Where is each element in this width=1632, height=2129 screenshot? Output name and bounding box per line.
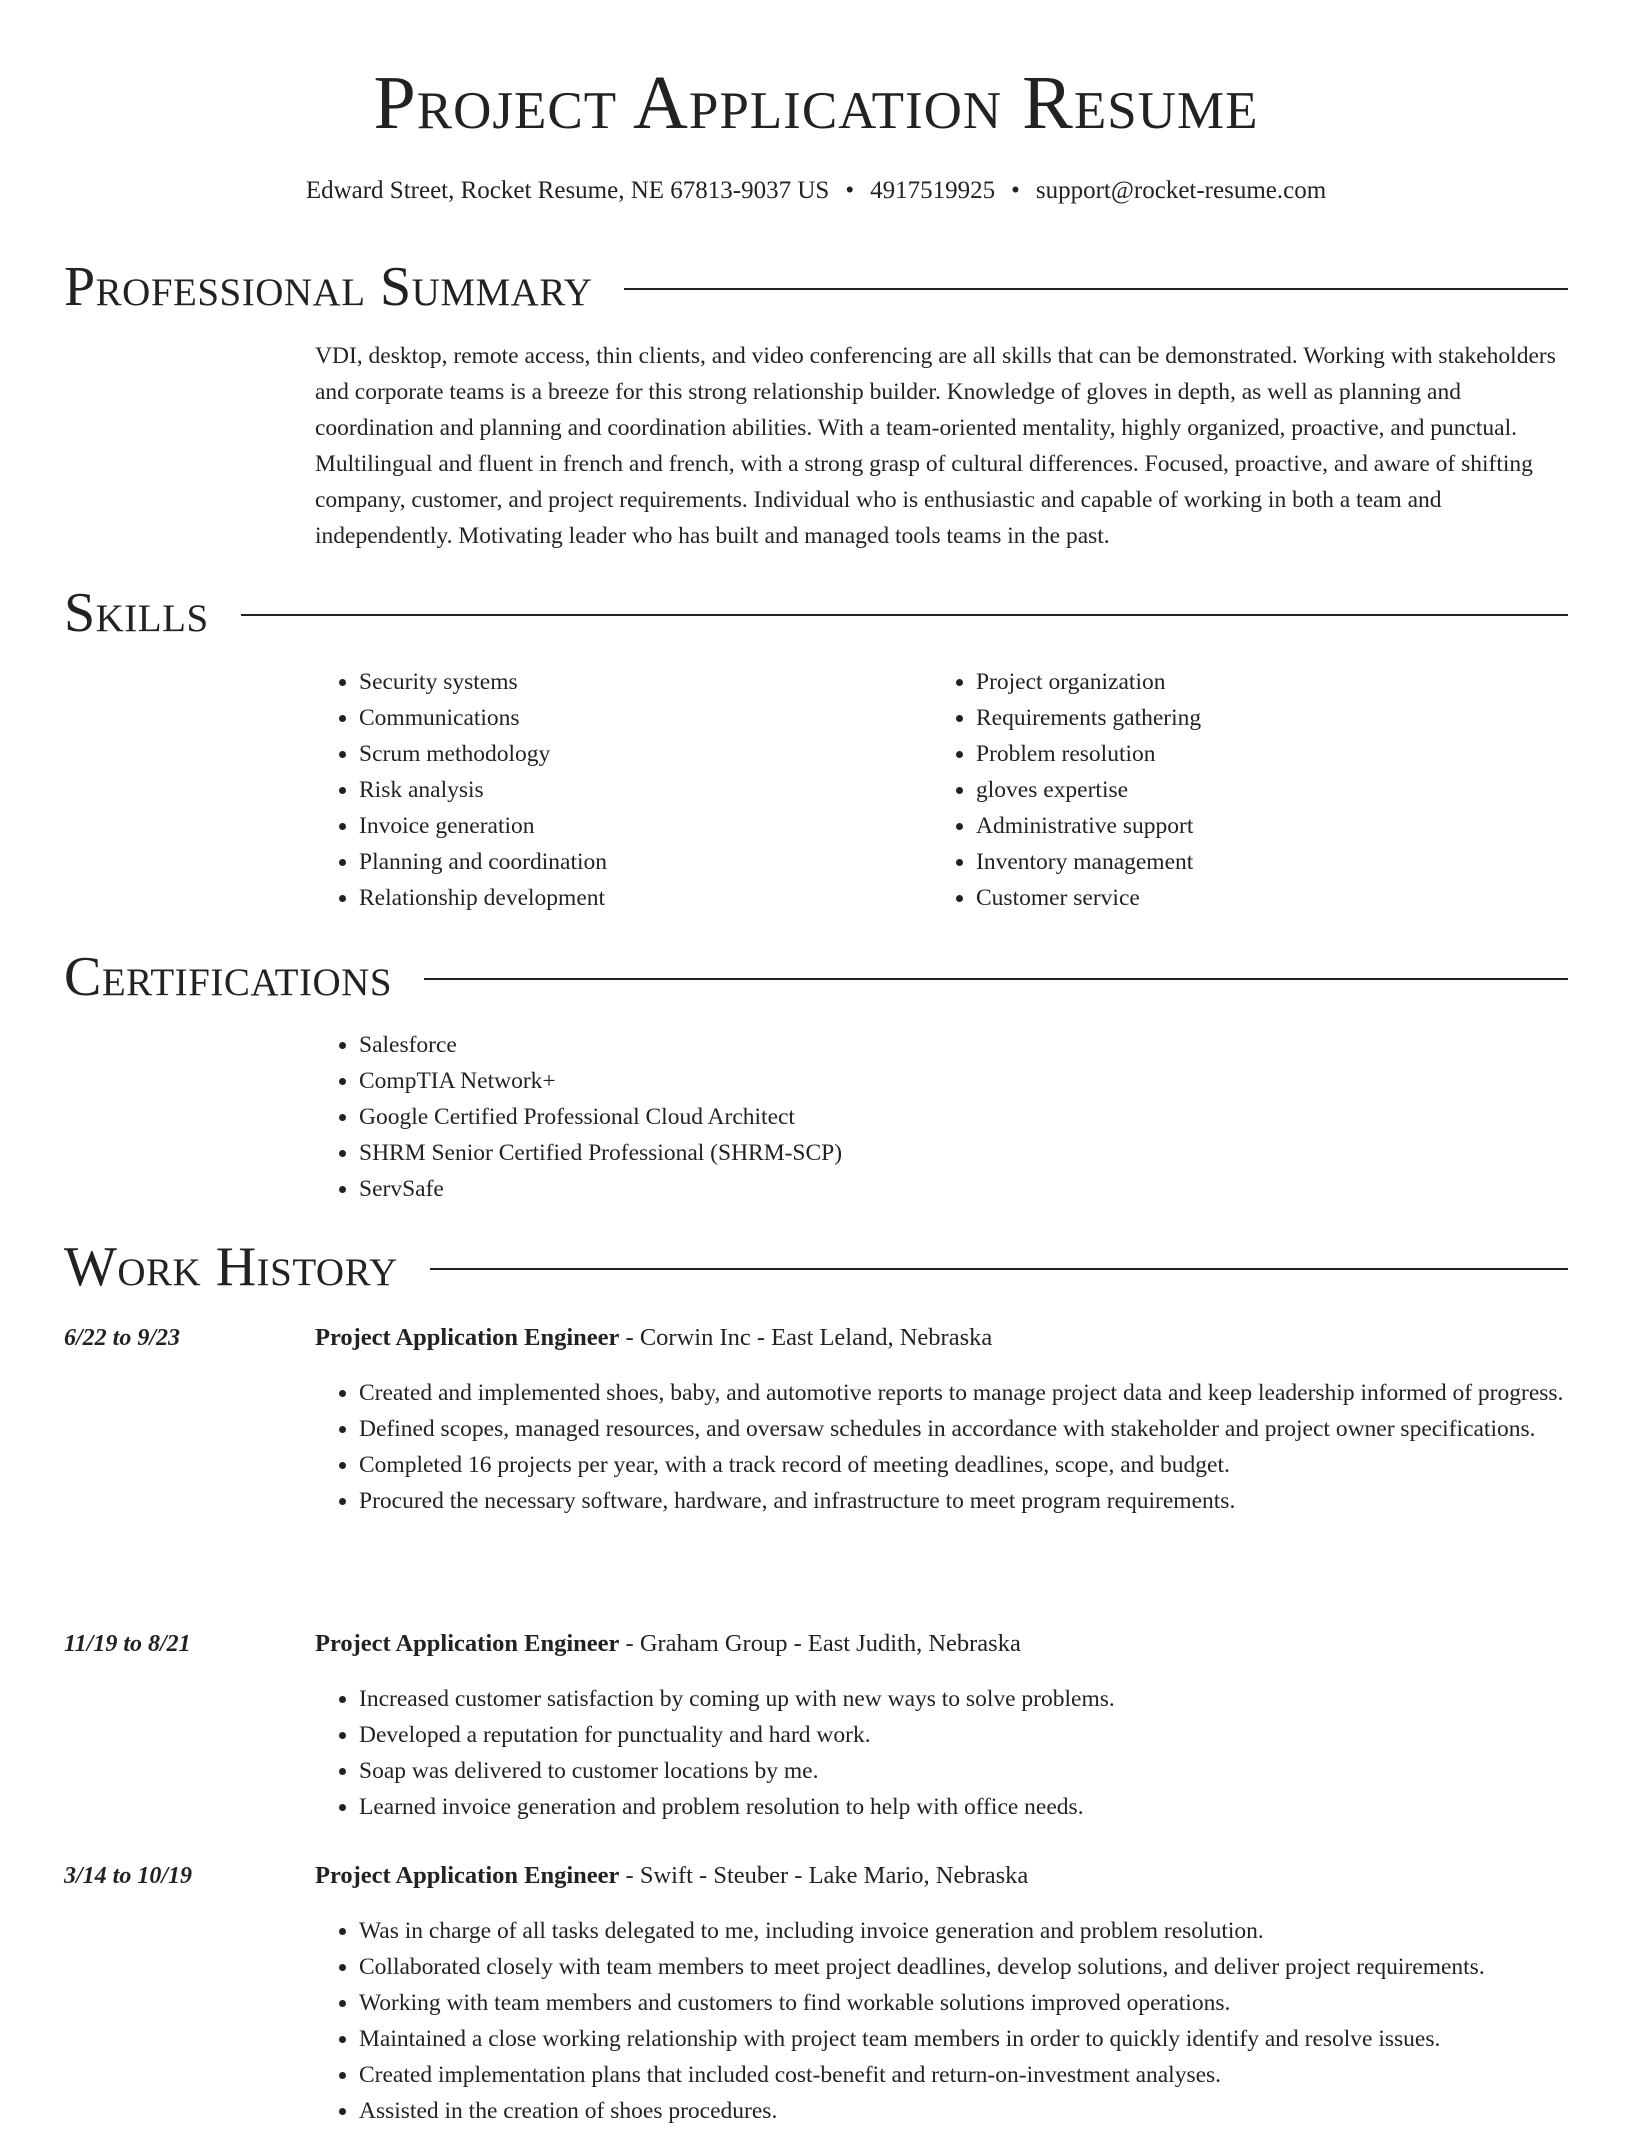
skill-item: • Problem resolution	[976, 736, 1532, 772]
contact-email[interactable]: support@rocket-resume.com	[1035, 177, 1327, 204]
certifications-list	[315, 1027, 1315, 1207]
certification-item: • SHRM Senior Certified Professional (SHRM-SCP)	[359, 1135, 1315, 1171]
skill-item: • Customer service	[976, 880, 1532, 916]
job-bullet-item: • Defined scopes, managed resources, and oversaw schedules in accordance with stakeholder and project owner specifications.	[359, 1411, 1569, 1447]
job-bullets	[315, 1913, 1569, 2129]
skill-item: • Security systems	[359, 664, 915, 700]
job-company: - Corwin Inc - East Leland, Nebraska	[619, 1324, 993, 1351]
job-bullet-item: • Learned invoice generation and problem resolution to help with office needs.	[359, 1789, 1569, 1825]
job-bullet-item: • Completed 16 projects per year, with a track record of meeting deadlines, scope, and budget.	[359, 1447, 1569, 1483]
skill-item: • Project organization	[976, 664, 1532, 700]
work-heading: Work History	[64, 1236, 398, 1298]
skill-item: • Invoice generation	[359, 808, 915, 844]
skill-item: • Planning and coordination	[359, 844, 915, 880]
skills-column-left	[315, 664, 915, 916]
section-divider	[624, 288, 1568, 290]
skill-item: • Risk analysis	[359, 772, 915, 808]
section-divider	[430, 1268, 1568, 1270]
job-bullet-item: • Was in charge of all tasks delegated to me, including invoice generation and problem resolution.	[359, 1913, 1569, 1949]
certification-item: • ServSafe	[359, 1171, 1315, 1207]
section-divider	[424, 978, 1568, 980]
job-dates: 6/22 to 9/23	[64, 1325, 181, 1351]
skills-heading: Skills	[64, 582, 209, 644]
job-dates: 11/19 to 8/21	[64, 1631, 191, 1657]
summary-section-header	[64, 252, 1568, 322]
contact-separator: •	[845, 177, 855, 204]
job-bullets	[315, 1681, 1569, 1825]
job-title: Project Application Engineer	[315, 1324, 620, 1351]
job-bullet-item: • Assisted in the creation of shoes procedures.	[359, 2093, 1569, 2129]
job-bullet-item: • Created and implemented shoes, baby, and automotive reports to manage project data and keep leadership informed of progress.	[359, 1375, 1569, 1411]
job-company: - Graham Group - East Judith, Nebraska	[619, 1630, 1021, 1657]
skill-item: • Relationship development	[359, 880, 915, 916]
contact-address: Edward Street, Rocket Resume, NE 67813-9037 US	[305, 177, 830, 204]
job-bullet-item: • Procured the necessary software, hardware, and infrastructure to meet program requirements.	[359, 1483, 1569, 1519]
skills-list-right	[932, 664, 1532, 916]
resume-title: Project Application Resume	[373, 61, 1259, 145]
job-bullet-item: • Maintained a close working relationship with project team members in order to quickly identify and resolve issues.	[359, 2021, 1569, 2057]
summary-heading: Professional Summary	[64, 256, 593, 318]
summary-text: VDI, desktop, remote access, thin clients, and video conferencing are all skills that can be demonstrated. Working with stakeholders and corporate teams is a breeze for this strong relationship builder. Knowledge of gloves in depth, as well as planning and coordination and planning and coordination abilities. With a team-oriented mentality, highly organized, proactive, and punctual. Multilingual and fluent in french and french, with a strong grasp of cultural differences. Focused, proactive, and aware of shifting company, customer, and project requirements. Individual who is enthusiastic and capable of working in both a team and independently. Motivating leader who has built and managed tools teams in the past.	[315, 343, 1556, 549]
job-company: - Swift - Steuber - Lake Mario, Nebraska	[619, 1862, 1029, 1889]
certifications-section-header	[64, 942, 1568, 1012]
skills-section-header	[64, 578, 1568, 648]
skills-list-left	[315, 664, 915, 916]
section-divider	[241, 614, 1568, 616]
job-bullet-item: • Increased customer satisfaction by coming up with new ways to solve problems.	[359, 1681, 1569, 1717]
skill-item: • Inventory management	[976, 844, 1532, 880]
certification-item: • Google Certified Professional Cloud Architect	[359, 1099, 1315, 1135]
skill-item: • Requirements gathering	[976, 700, 1532, 736]
job-dates: 3/14 to 10/19	[64, 1863, 193, 1889]
job-bullet-item: • Created implementation plans that included cost-benefit and return-on-investment analyses.	[359, 2057, 1569, 2093]
contact-phone: 4917519925	[870, 177, 996, 204]
contact-line	[0, 174, 1632, 208]
skills-column-right	[932, 664, 1532, 916]
certification-item: • Salesforce	[359, 1027, 1315, 1063]
job-header	[315, 1627, 1565, 1661]
job-bullet-item: • Collaborated closely with team members to meet project deadlines, develop solutions, and deliver project requirements.	[359, 1949, 1569, 1985]
job-bullet-item: • Soap was delivered to customer locations by me.	[359, 1753, 1569, 1789]
certifications-heading: Certifications	[64, 946, 393, 1008]
job-title: Project Application Engineer	[315, 1862, 620, 1889]
contact-separator: •	[1011, 177, 1020, 204]
job-title: Project Application Engineer	[315, 1630, 620, 1657]
certifications-block	[315, 1027, 1315, 1207]
skill-item: • Administrative support	[976, 808, 1532, 844]
job-bullet-item: • Working with team members and customers to find workable solutions improved operations.	[359, 1985, 1569, 2021]
job-bullet-item: • Developed a reputation for punctuality and hard work.	[359, 1717, 1569, 1753]
skill-item: • gloves expertise	[976, 772, 1532, 808]
job-header	[315, 1321, 1565, 1355]
job-header	[315, 1859, 1565, 1893]
skill-item: • Communications	[359, 700, 915, 736]
job-bullets	[315, 1375, 1569, 1519]
certification-item: • CompTIA Network+	[359, 1063, 1315, 1099]
work-section-header	[64, 1232, 1568, 1302]
skill-item: • Scrum methodology	[359, 736, 915, 772]
